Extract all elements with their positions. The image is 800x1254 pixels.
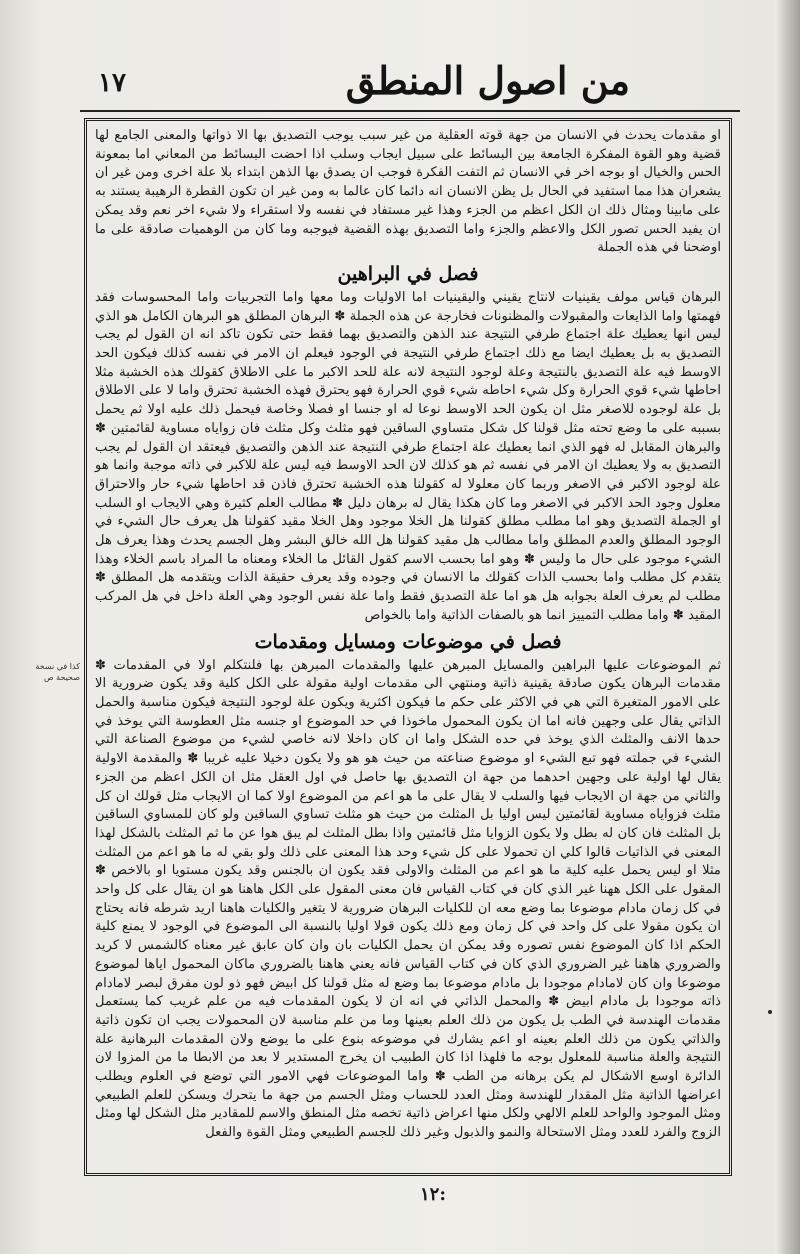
page-number: ١٧ [98,68,126,98]
book-spine-shadow [774,0,800,1254]
section-heading-proofs: فصل في البراهين [337,262,479,285]
signature-mark: ١٢: [420,1184,446,1205]
section-heading-subjects: فصل في موضوعات ومسايل ومقدمات [254,630,562,653]
header-rule [80,110,740,112]
body-text [87,121,729,1143]
text-frame [84,118,732,1176]
marginal-note: كذا في نسخة صحيحة ص [35,662,80,682]
running-title: من اصول المنطق [345,58,630,103]
ink-speck [768,1010,772,1014]
page-header [80,52,740,112]
intro-paragraph: او مقدمات يحدث في الانسان من جهة قوته العقلية من غير سبب يوجب التصديق بها الا ذواتها والمعنى الجامع لها قضية وهو القوة المفكرة الجامعة بين البسائط على سبيل ايجاب وسلب اذا احضت البسائط من المعاني اما بمعونة الحس والخيال او بوجه اخر في الانسان ثم التفت الفكرة فوجب ان يصدق بها الذهن ابتداء بلا علة اخرى ومن غير ان يشعران هذا مما استفيد في الحال بل يظن الانسان انه دائما كان عالما به ومن غير ان تكون القطرة الرهيبة يستند به على مابينا ومثال ذلك ان الكل اعظم من الجزء وهذا غير مستفاد في نفسه ولا استقراء ولا شيء اخر نعم وقد يمكن ان يفيد الحس تصور الكل والاعظم والجزء واما التصديق بهذه القضية فيوجبه وما كان من الوهميات صادقة على ما اوضحنا في هذه الجملة [95,128,721,256]
subjects-paragraph: ثم الموضوعات عليها البراهين والمسايل المبرهن عليها والمقدمات المبرهن بها فلنتكلم اولا في المقدمات ✽ مقدمات البرهان يكون صادقة يقينية ذاتية ومنتهي الى مقدمات اولية مقولة على الكل كلية وقد يكون ضرورية الا على الامور المتغيرة التي هي في الاكثر على حكم ما فيكون اكثرية ويكون علة لوجود النتيجة فيكون مناسبة والحمل الذاتي يقال على وجهين فانه اما ان يكون المحمول ماخوذا في حد الموضوع او جنسه مثل العطوسة التي يوخذ في حدها الانف والمثلث الذي يوخذ في حده الشكل واما ان كان داخلا لانه خاصي لشيء من موضوع الصناعة التي الشيء في جملته فهو تبع الشيء او موضوع صناعته من حيث هو هو ولا يكون دخيلا عليه غريبا ✽ والمقدمة الاولية يقال لها اولية على وجهين احدهما من جهة ان التصديق بها حاصل في اول العقل مثل ان الكل اعظم من الجزء والثاني من جهة ان الايجاب فيها والسلب لا يقال على ما هو اعم من الموضوع اولا كما ان الايجاب مثل قولك ان كل مثلث فزواياه مساوية لقائمتين ليس اوليا بل المثلث من حيث هو مثلث تساوي الساقين ولو كان للمساوي الساقين بل المثلث فان كان له بطل ولا يكون الزوايا مثل قائمتين واذا بطل المثلث لم يبق هوا عن ما ثم المثلث بالشكل لهذا المعنى في الذاتيات قالوا كلي ان تحمولا على كل شيء وحد هذا المعنى على ذلك ولو بقي له ما هو اعم من المثلث مثلا او ليس يحمل عليه كلية ما هو اعم من المثلث والاولى فقد يكون ان بالجنس وقد يكون مستويا او بالاخص ✽ المقول على الكل ههنا غير الذي كان في كتاب القياس فان معنى المقول على الكل هاهنا هو ان يقال على كل واحد في كل زمان مادام موضوعا بما وضع معه ان للكليات البرهان ضرورية لا يتغير والكليات هاهنا اريد شرطه فانه يحتاج ان يكون مقولا على كل واحد في كل زمان ومع ذلك يكون قولا اوليا بالنسبة الى الموضوع في الوجود لا يمنع كلية الحكم اذا كان الموضوع نفس تصوره وقد يمكن ان يحمل الكليات بان وان كان عابق غير معناه كالشمس لا كريد والضروري هاهنا غير الضروري الذي كان في كتاب القياس فانه يعني هاهنا بالضروري ماكان المحمول اياها لموضوع موضوعا وان كان لامادام موجودا بل مادام موضوعا بما وضع له مثل قولنا كل ابيض فهو ذو لون مفرق لبصر لامادام ذاته موجودا بل مادام ابيض ✽ والمحمل الذاتي في انه ان لا يكون المقدمات فيه من علم غريب كما يستعمل مقدمات الهندسة في الطب بل يكون من ذلك العلم بعينها وما من علم مناسبة لان المحمولات يجب ان تكون ذاتية والذاتي يكون من ذلك العلم بعينه او اعم يشارك في موضوعه بنوع على ما يوضع ولان المقدمات البرهانية علة النتيجة والعلة مناسبة للمعلول بوجه ما فلهذا اذا كان الطبيب ان يخرج المستدير لا بعد من الابطا ما من المزوا لان الدائرة اوسع الاشكال لم يكن برهانه من الطب ✽ واما الموضوعات فهي الامور التي توضع في العلوم ويطلب اعراضها الذاتية مثل المقدار للهندسة ومثل العدد للحساب ومثل الجسم من جهة ما يتحرك ويسكن للعلم الطبيعي ومثل الموجود والواحد للعلم الالهي ولكل منها اعراض ذاتية تخصه مثل المنطق والاسم للمقادير مثل الشكل لها ومثل الزوج والفرد للعدد ومثل الاستحالة والنمو والذبول وغير ذلك للجسم الطبيعي ومثل القوة والفعل [95,657,721,1141]
proofs-paragraph: البرهان قياس مولف يقينيات لانتاج يقيني واليقينيات اما الاوليات وما معها واما التجربيات واما المحسوسات فقد فهمتها واما الذايعات والمقبولات والمظنونات فخارجة عن هذه الجملة ✽ البرهان المطلق هو البرهان الكامل هو الذي ليس انها يعطيك علة اجتماع طرفي النتيجة عند الذهن والتصديق بهما فقط حتى تكون تاكد انه ان القول لم يجب التصديق به بل يعطيك ايضا مع ذلك اجتماع طرفي النتيجة في الوجود فيعلم ان الامر في نفسه كذلك فيكون الحد الاوسط فيه علة التصديق بالنتيجة وعلة لوجود النتيجة لانه علة للحد الاكبر ما على الاطلاق كقولك هذه الخشبة مثلا احاطها شيء قوي الحرارة وكل شيء احاطه شيء قوي الحرارة فهو يحترق فهذه الخشبة تحترق واما لا على الاطلاق بل علة لوجوده للاصغر مثل ان يكون الحد الاوسط نوعا له او جنسا او فصلا وخاصة فيحمل ذلك عليه اولا ثم يحمل بسببه على ما وضع تحته مثل قولنا كل شكل متساوي الساقين فهو مثلث وكل مثلث فان زواياه مساوية لقائمتين ✽ والبرهان المقابل له فهو الذي انما يعطيك علة اجتماع طرفي النتيجة عند الذهن والتصديق فيعتقد ان القول لم يجب التصديق به ولا يعطيك ان الامر في نفسه ثم هو كذلك لان الحد الاوسط فيه ليس علة للاكبر في ذاته موجبة وانما هو علة لوجود الاكبر في الاصغر وربما كان معلولا له كقولنا هذه الخشبة تحترق فاذن قد احاطها شيء حار والاحتراق معلول وجود الحد الاكبر في الاصغر وما كان هكذا يقال له برهان دليل ✽ مطالب العلم كثيرة وهي الايجاب او السلب او الجملة التصديق وهو اما مطلب مطلق كقولنا هل الخلا موجود وهل الخلا مقيد كقولنا هل يعرف حال الشيء في الوجود المطلق والعدم المطلق واما مطالب هل مقيد كقولنا هل الله خالق البشر وهل الجسم يحدث وهذا يعرف هل الشيء موجود على حال ما وليس ✽ وهو اما بحسب الاسم كقول القائل ما الخلاء ومعناه ما المراد باسم الخلاء وهذا يتقدم كل مطلب واما بحسب الذات كقولك ما الانسان في وجوده وقد يعرف حقيقة الذات ويتقدمه هل المطلق ✽ مطلب لم يعرف العلة بجوابه هل هو اما علة التصديق فقط واما علة نفس الوجود وهي العلة داخل في هل المركب المقيد ✽ واما مطلب التمييز انما هو بالصفات الذاتية واما بالخواص [95,289,721,623]
